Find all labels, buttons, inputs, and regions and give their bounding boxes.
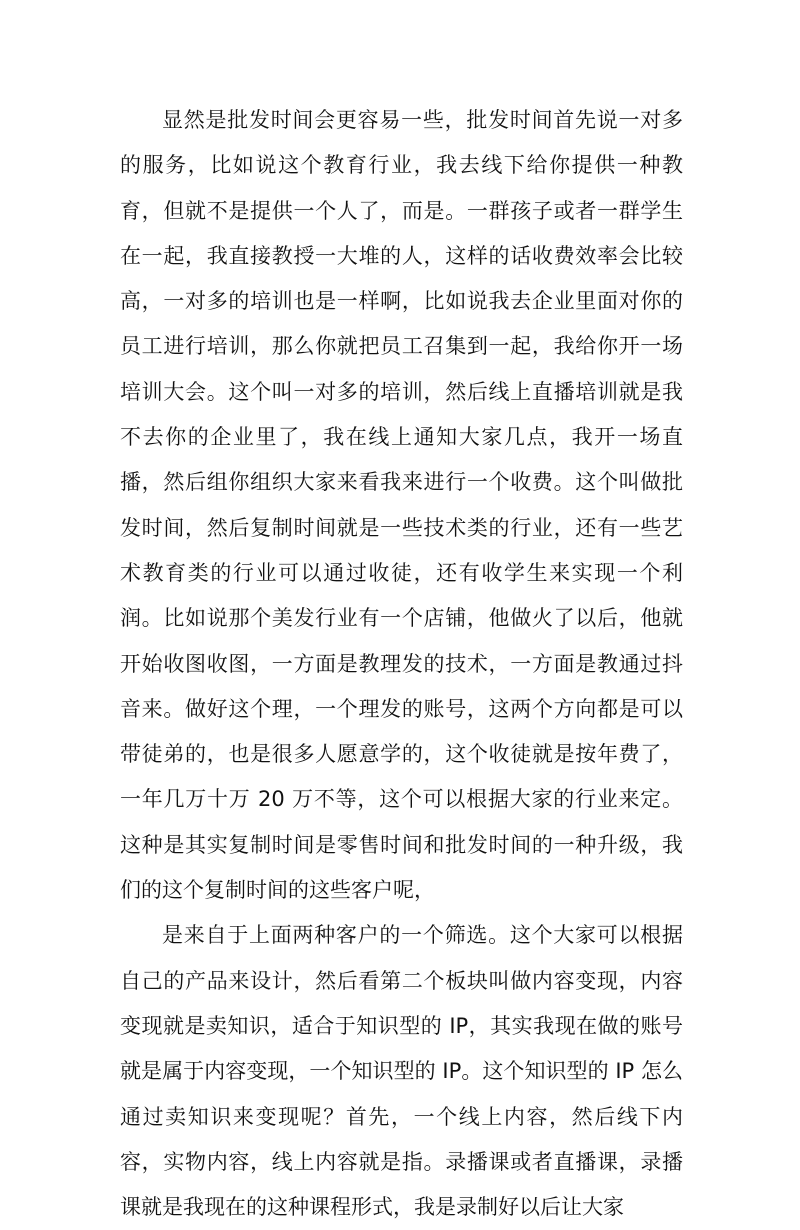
paragraph-2: 是来自于上面两种客户的一个筛选。这个大家可以根据自己的产品来设计，然后看第二个板块叫做内容变现，内容变现就是卖知识，适合于知识型的 IP，其实我现在做的账号就是属于内容变现，一个知识型的 IP。这个知识型的 IP 怎么通过卖知识来变现呢？首先，一个线上内容，然后线下内容，实物内容，线上内容就是指。录播课或者直播课，录播课就是我现在的这种课程形式，我是录制好以后让大家 <box>120 923 683 1220</box>
body-text <box>120 98 683 1230</box>
paragraph-1: 显然是批发时间会更容易一些，批发时间首先说一对多的服务，比如说这个教育行业，我去线下给你提供一种教育，但就不是提供一个人了，而是。一群孩子或者一群学生在一起，我直接教授一大堆的人，这样的话收费效率会比较高，一对多的培训也是一样啊，比如说我去企业里面对你的员工进行培训，那么你就把员工召集到一起，我给你开一场培训大会。这个叫一对多的培训，然后线上直播培训就是我不去你的企业里了，我在线上通知大家几点，我开一场直播，然后组你组织大家来看我来进行一个收费。这个叫做批发时间，然后复制时间就是一些技术类的行业，还有一些艺术教育类的行业可以通过收徒，还有收学生来实现一个利润。比如说那个美发行业有一个店铺，他做火了以后，他就开始收图收图，一方面是教理发的技术，一方面是教通过抖音来。做好这个理，一个理发的账号，这两个方向都是可以带徒弟的，也是很多人愿意学的，这个收徒就是按年费了，一年几万十万 20 万不等，这个可以根据大家的行业来定。这种是其实复制时间是零售时间和批发时间的一种升级，我们的这个复制时间的这些客户呢， <box>120 108 683 903</box>
